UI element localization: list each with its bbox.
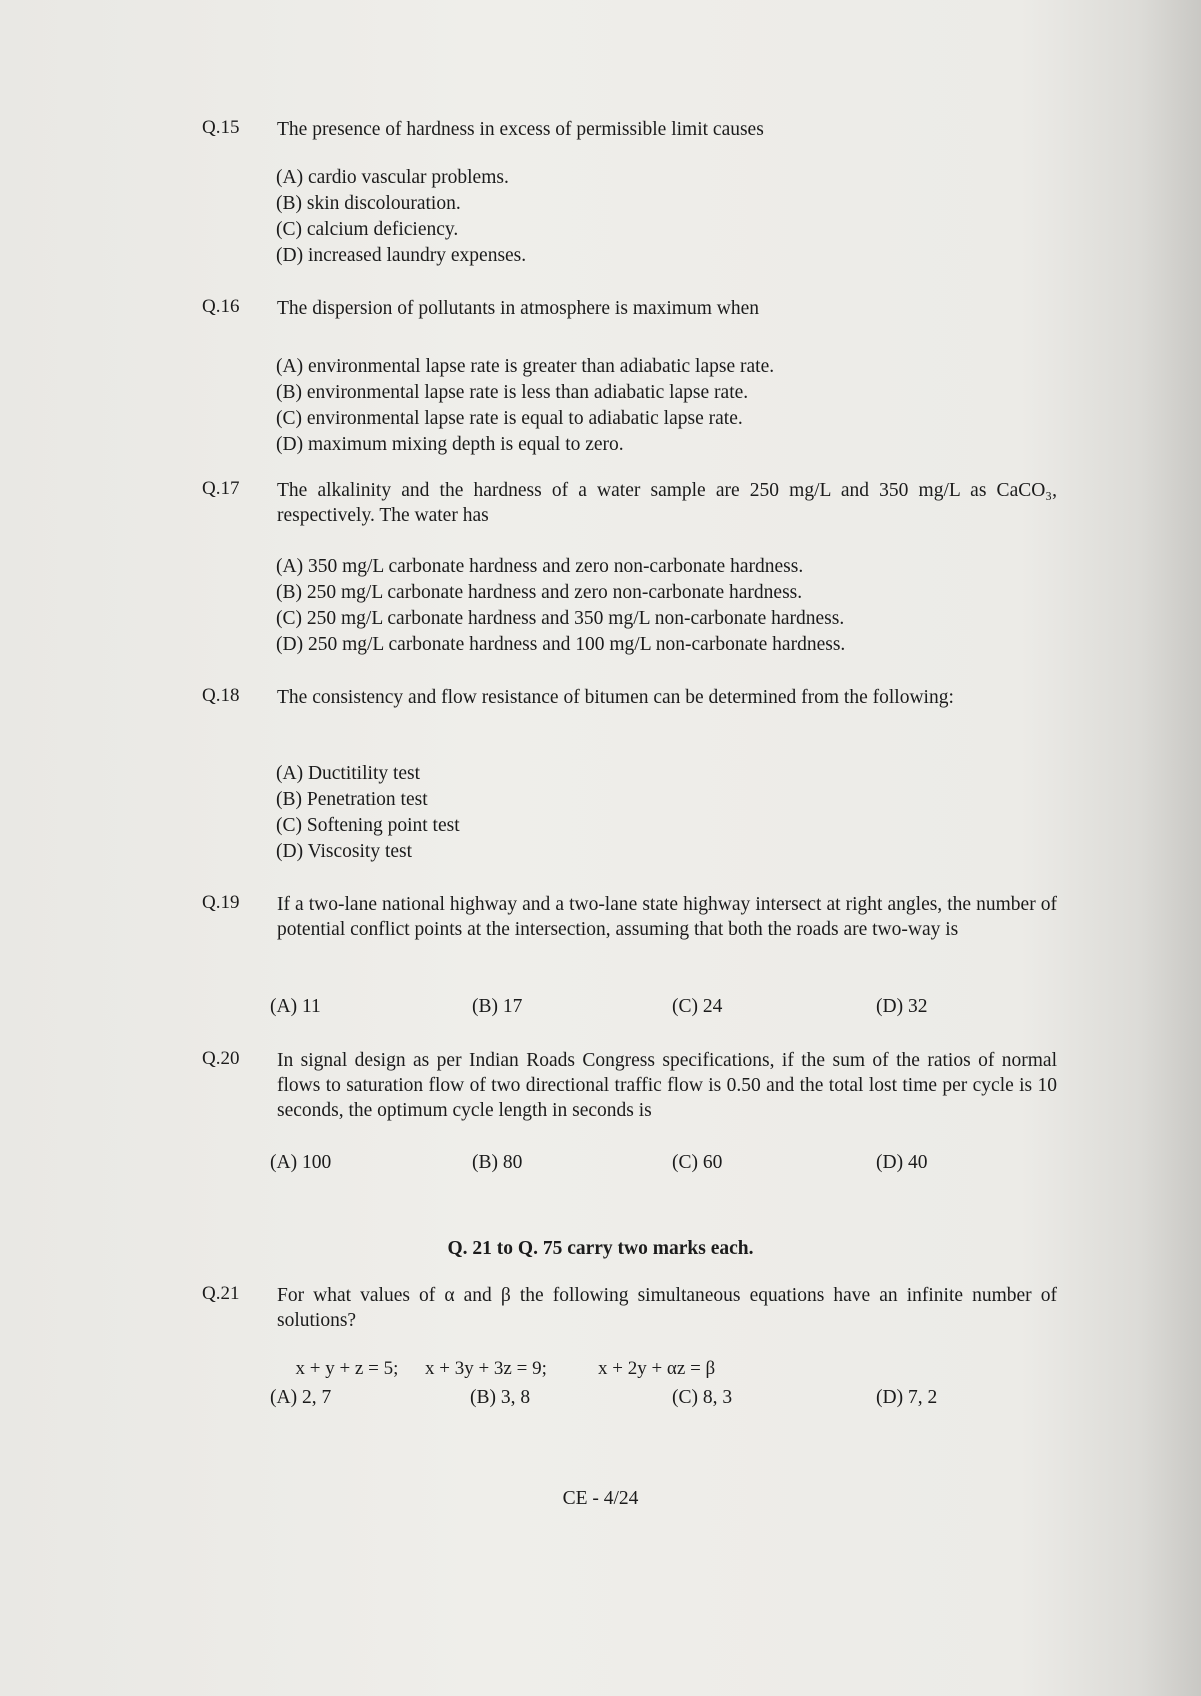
options-row bbox=[270, 1387, 1070, 1417]
question-number: Q.16 bbox=[202, 296, 240, 317]
options-row bbox=[270, 1152, 1070, 1182]
question-text: If a two-lane national highway and a two-lane state highway intersect at right angles, the number of potential conflict points at the intersection, assuming that both the roads are two-way is bbox=[277, 894, 1057, 940]
equation-3: x + 2y + αz = β bbox=[598, 1358, 716, 1379]
question-text: The dispersion of pollutants in atmosphere is maximum when bbox=[277, 298, 760, 319]
question-number: Q.21 bbox=[202, 1283, 240, 1304]
option-b: (B) Penetration test bbox=[276, 789, 428, 810]
option-b: (B) skin discolouration. bbox=[276, 193, 461, 214]
option-d: (D) 7, 2 bbox=[876, 1387, 938, 1408]
equation-2: x + 3y + 3z = 9; bbox=[425, 1358, 547, 1379]
option-a: (A) 100 bbox=[270, 1152, 332, 1173]
option-b: (B) 250 mg/L carbonate hardness and zero non-carbonate hardness. bbox=[276, 582, 803, 603]
option-d: (D) 40 bbox=[876, 1152, 928, 1173]
option-c: (C) 250 mg/L carbonate hardness and 350 mg/L non-carbonate hardness. bbox=[276, 608, 845, 629]
option-b: (B) environmental lapse rate is less than adiabatic lapse rate. bbox=[276, 382, 749, 403]
options-list bbox=[276, 554, 845, 658]
option-c: (C) calcium deficiency. bbox=[276, 219, 459, 240]
option-c: (C) Softening point test bbox=[276, 815, 460, 836]
option-b: (B) 3, 8 bbox=[470, 1387, 531, 1408]
option-c: (C) 60 bbox=[672, 1152, 723, 1173]
question-number: Q.19 bbox=[202, 892, 240, 913]
option-a: (A) Ductitility test bbox=[276, 763, 421, 784]
option-d: (D) 250 mg/L carbonate hardness and 100 mg/L non-carbonate hardness. bbox=[276, 634, 846, 655]
option-d: (D) 32 bbox=[876, 996, 928, 1017]
option-d: (D) Viscosity test bbox=[276, 841, 413, 862]
question-text: The consistency and flow resistance of bitumen can be determined from the following: bbox=[277, 687, 954, 708]
option-b: (B) 80 bbox=[472, 1152, 523, 1173]
page-footer: CE - 4/24 bbox=[562, 1488, 639, 1509]
question-number: Q.17 bbox=[202, 478, 240, 499]
question-text: The presence of hardness in excess of permissible limit causes bbox=[277, 119, 764, 140]
option-d: (D) maximum mixing depth is equal to zero. bbox=[276, 434, 624, 455]
option-a: (A) environmental lapse rate is greater than adiabatic lapse rate. bbox=[276, 356, 775, 377]
options-list bbox=[276, 761, 460, 865]
option-d: (D) increased laundry expenses. bbox=[276, 245, 527, 266]
option-a: (A) cardio vascular problems. bbox=[276, 167, 509, 188]
question-text: For what values of α and β the following simultaneous equations have an infinite number of solutions? bbox=[277, 1285, 1057, 1331]
option-c: (C) 8, 3 bbox=[672, 1387, 733, 1408]
question-number: Q.20 bbox=[202, 1048, 240, 1069]
question-number: Q.15 bbox=[202, 117, 240, 138]
section-heading: Q. 21 to Q. 75 carry two marks each. bbox=[447, 1238, 754, 1259]
question-text: In signal design as per Indian Roads Congress specifications, if the sum of the ratios of normal flows to saturation flow of two directional traffic flow is 0.50 and the total lost time per cycle is 10 seconds, the optimum cycle length in seconds is bbox=[277, 1050, 1057, 1121]
options-list bbox=[276, 354, 774, 458]
option-b: (B) 17 bbox=[472, 996, 523, 1017]
option-c: (C) environmental lapse rate is equal to adiabatic lapse rate. bbox=[276, 408, 743, 429]
options-row bbox=[270, 996, 1070, 1026]
option-a: (A) 2, 7 bbox=[270, 1387, 332, 1408]
option-c: (C) 24 bbox=[672, 996, 723, 1017]
option-a: (A) 350 mg/L carbonate hardness and zero non-carbonate hardness. bbox=[276, 556, 804, 577]
question-text: The alkalinity and the hardness of a water sample are 250 mg/L and 350 mg/L as CaCO₃, respectively. The water has bbox=[277, 480, 1057, 526]
equation-1: x + y + z = 5; bbox=[295, 1358, 399, 1379]
question-number: Q.18 bbox=[202, 685, 240, 706]
options-list bbox=[276, 165, 526, 269]
option-a: (A) 11 bbox=[270, 996, 321, 1017]
